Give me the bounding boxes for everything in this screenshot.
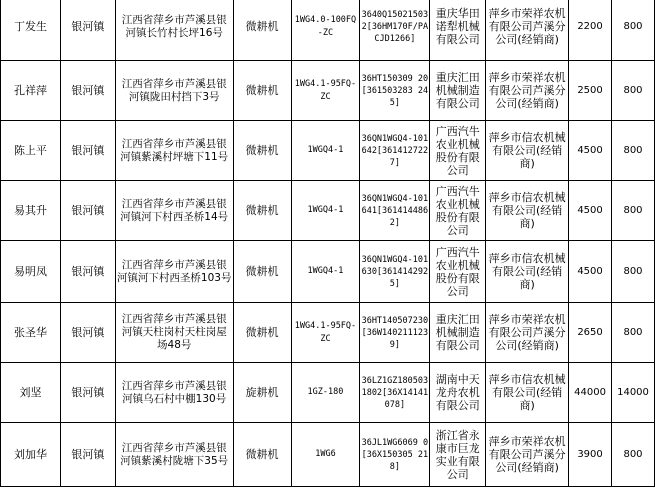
price-cell: 3900 xyxy=(569,423,612,487)
machine-cell: 旋耕机 xyxy=(233,363,291,423)
machine-cell: 微耕机 xyxy=(233,0,291,61)
subsidy-cell: 800 xyxy=(612,0,655,61)
town-cell: 银河镇 xyxy=(60,363,115,423)
subsidy-cell: 14000 xyxy=(612,363,655,423)
town-cell: 银河镇 xyxy=(60,61,115,121)
address-cell: 江西省萍乡市芦溪县银河镇陇田村挡下3号 xyxy=(115,61,233,121)
dealer-cell: 萍乡市信农机械有限公司(经销商) xyxy=(486,181,569,241)
town-cell: 银河镇 xyxy=(60,303,115,363)
name-cell: 张圣华 xyxy=(1,303,61,363)
dealer-cell: 萍乡市信农机械有限公司(经销商) xyxy=(486,121,569,181)
machine-cell: 微耕机 xyxy=(233,423,291,487)
model-cell: 1WG4.1-95FQ-ZC xyxy=(291,303,360,363)
serial-cell: 36QN1WGQ4-101642[3614127227] xyxy=(360,121,430,181)
town-cell: 银河镇 xyxy=(60,121,115,181)
subsidy-cell: 800 xyxy=(612,241,655,303)
name-cell: 陈上平 xyxy=(1,121,61,181)
machine-cell: 微耕机 xyxy=(233,181,291,241)
serial-cell: 3640Q150215032[36HM170F/PACJD1266] xyxy=(360,0,430,61)
address-cell: 江西省萍乡市芦溪县银河镇紫溪村坪塘下11号 xyxy=(115,121,233,181)
dealer-cell: 萍乡市信农机械有限公司(经销商) xyxy=(486,241,569,303)
manufacturer-cell: 广西汽牛农业机械股份有限公司 xyxy=(430,181,486,241)
name-cell: 易明凤 xyxy=(1,241,61,303)
table-row xyxy=(1,181,655,241)
subsidy-cell: 800 xyxy=(612,121,655,181)
address-cell: 江西省萍乡市芦溪县银河镇天柱岗村天柱岗屋场48号 xyxy=(115,303,233,363)
model-cell: 1WGQ4-1 xyxy=(291,181,360,241)
serial-cell: 36HT140507230[36W1402111239] xyxy=(360,303,430,363)
table-row xyxy=(1,0,655,61)
dealer-cell: 萍乡市荣祥农机有限公司芦溪分公司(经销商) xyxy=(486,303,569,363)
price-cell: 4500 xyxy=(569,241,612,303)
dealer-cell: 萍乡市信农机械有限公司(经销商) xyxy=(486,363,569,423)
name-cell: 易其升 xyxy=(1,181,61,241)
price-cell: 2200 xyxy=(569,0,612,61)
table-row xyxy=(1,423,655,487)
subsidy-cell: 800 xyxy=(612,303,655,363)
table-row xyxy=(1,61,655,121)
dealer-cell: 萍乡市荣祥农机有限公司芦溪分公司(经销商) xyxy=(486,423,569,487)
model-cell: 1WGQ4-1 xyxy=(291,241,360,303)
table-row xyxy=(1,241,655,303)
dealer-cell: 萍乡市荣祥农机有限公司芦溪分公司(经销商) xyxy=(486,61,569,121)
manufacturer-cell: 重庆汇田机械制造有限公司 xyxy=(430,61,486,121)
town-cell: 银河镇 xyxy=(60,181,115,241)
name-cell: 丁发生 xyxy=(1,0,61,61)
name-cell: 刘加华 xyxy=(1,423,61,487)
serial-cell: 36HT150309 20[361503283 245] xyxy=(360,61,430,121)
serial-cell: 36QN1WGQ4-101641[3614144862] xyxy=(360,181,430,241)
town-cell: 银河镇 xyxy=(60,241,115,303)
address-cell: 江西省萍乡市芦溪县银河镇乌石村中棚130号 xyxy=(115,363,233,423)
dealer-cell: 萍乡市荣祥农机有限公司芦溪分公司(经销商) xyxy=(486,0,569,61)
machine-cell: 微耕机 xyxy=(233,121,291,181)
price-cell: 2650 xyxy=(569,303,612,363)
model-cell: 1WGQ4-1 xyxy=(291,121,360,181)
table-body xyxy=(1,0,655,487)
serial-cell: 36JL1WG6069 0[36X150305 218] xyxy=(360,423,430,487)
subsidy-cell: 800 xyxy=(612,423,655,487)
manufacturer-cell: 湖南中天龙舟农机有限公司 xyxy=(430,363,486,423)
model-cell: 1WG6 xyxy=(291,423,360,487)
address-cell: 江西省萍乡市芦溪县银河镇长竹村长坪16号 xyxy=(115,0,233,61)
subsidy-cell: 800 xyxy=(612,61,655,121)
address-cell: 江西省萍乡市芦溪县银河镇河下村西圣桥103号 xyxy=(115,241,233,303)
town-cell: 银河镇 xyxy=(60,0,115,61)
town-cell: 银河镇 xyxy=(60,423,115,487)
machine-cell: 微耕机 xyxy=(233,61,291,121)
model-cell: 1WG4.0-100FQ-ZC xyxy=(291,0,360,61)
manufacturer-cell: 重庆华田诺犁机械有限公司 xyxy=(430,0,486,61)
table-row xyxy=(1,363,655,423)
manufacturer-cell: 重庆汇田机械制造有限公司 xyxy=(430,303,486,363)
address-cell: 江西省萍乡市芦溪县银河镇河下村西圣桥14号 xyxy=(115,181,233,241)
machine-cell: 微耕机 xyxy=(233,303,291,363)
manufacturer-cell: 浙江省永康市巨龙实业有限公司 xyxy=(430,423,486,487)
table-row xyxy=(1,303,655,363)
address-cell: 江西省萍乡市芦溪县银河镇紫溪村陇塘下35号 xyxy=(115,423,233,487)
name-cell: 刘坚 xyxy=(1,363,61,423)
manufacturer-cell: 广西汽牛农业机械股份有限公司 xyxy=(430,121,486,181)
model-cell: 1GZ-180 xyxy=(291,363,360,423)
price-cell: 4500 xyxy=(569,181,612,241)
serial-cell: 36QN1WGQ4-101630[3614142925] xyxy=(360,241,430,303)
price-cell: 2500 xyxy=(569,61,612,121)
serial-cell: 36LZ1GZ1805031802[36X14141078] xyxy=(360,363,430,423)
table-row xyxy=(1,121,655,181)
manufacturer-cell: 广西汽牛农业机械股份有限公司 xyxy=(430,241,486,303)
model-cell: 1WG4.1-95FQ-ZC xyxy=(291,61,360,121)
name-cell: 孔祥萍 xyxy=(1,61,61,121)
machine-cell: 微耕机 xyxy=(233,241,291,303)
price-cell: 44000 xyxy=(569,363,612,423)
subsidy-cell: 800 xyxy=(612,181,655,241)
price-cell: 4500 xyxy=(569,121,612,181)
